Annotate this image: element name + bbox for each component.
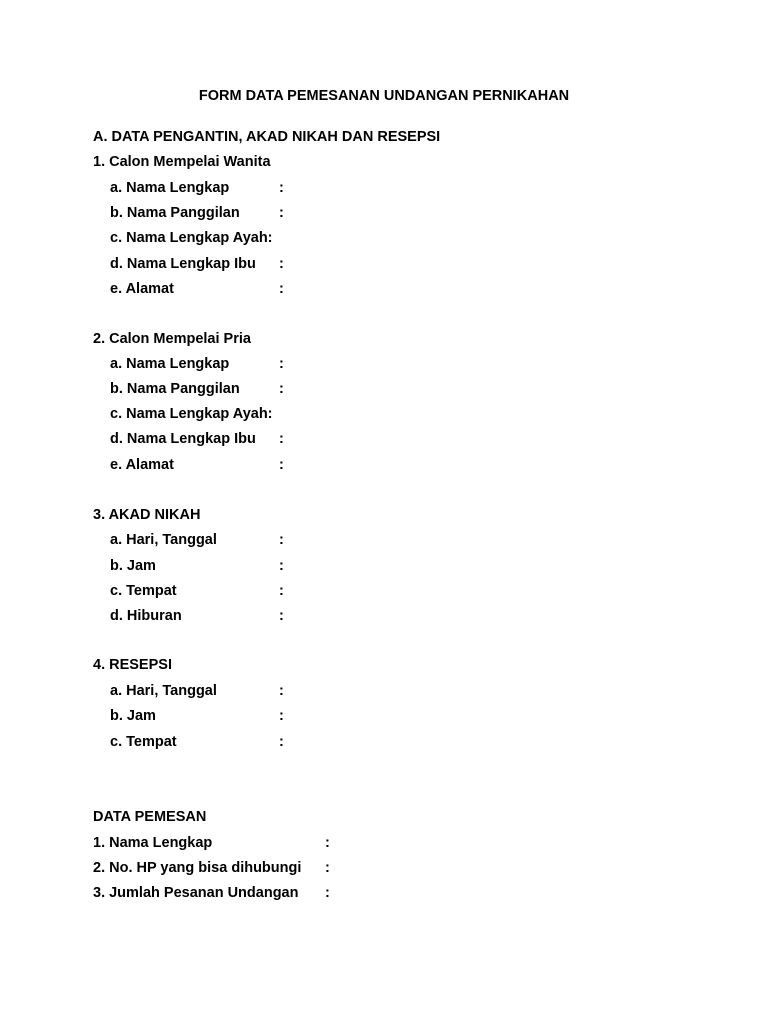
akad-hiburan-label: d. Hiburan xyxy=(110,608,182,624)
akad-tempat-colon: : xyxy=(279,583,284,599)
akad-tempat-label: c. Tempat xyxy=(110,583,177,599)
resepsi-jam-colon: : xyxy=(279,708,284,724)
pemesan-jumlah-label: 3. Jumlah Pesanan Undangan xyxy=(93,885,299,901)
groom-nama-lengkap-label: a. Nama Lengkap xyxy=(110,356,230,372)
groom-alamat-colon: : xyxy=(279,457,284,473)
bride-nama-ibu-label: d. Nama Lengkap Ibu xyxy=(110,256,256,272)
akad-hiburan-colon: : xyxy=(279,608,284,624)
groom-alamat-label: e. Alamat xyxy=(110,457,174,473)
akad-jam-label: b. Jam xyxy=(110,558,156,574)
groom-nama-lengkap-colon: : xyxy=(279,356,284,372)
resepsi-hari-tanggal-colon: : xyxy=(279,683,284,699)
groom-heading: 2. Calon Mempelai Pria xyxy=(93,331,251,347)
section-a-heading: A. DATA PENGANTIN, AKAD NIKAH DAN RESEPSI xyxy=(93,129,441,145)
pemesan-no-hp-colon: : xyxy=(325,860,330,876)
bride-nama-ayah-label: c. Nama Lengkap Ayah: xyxy=(110,230,273,246)
groom-nama-panggilan-label: b. Nama Panggilan xyxy=(110,381,240,397)
pemesan-jumlah-colon: : xyxy=(325,885,330,901)
akad-hari-tanggal-colon: : xyxy=(279,532,284,548)
bride-nama-panggilan-colon: : xyxy=(279,205,284,221)
resepsi-hari-tanggal-label: a. Hari, Tanggal xyxy=(110,683,217,699)
resepsi-heading: 4. RESEPSI xyxy=(93,657,172,673)
pemesan-nama-lengkap-label: 1. Nama Lengkap xyxy=(93,835,213,851)
bride-heading: 1. Calon Mempelai Wanita xyxy=(93,154,271,170)
bride-alamat-label: e. Alamat xyxy=(110,281,174,297)
bride-alamat-colon: : xyxy=(279,281,284,297)
groom-nama-ayah-label: c. Nama Lengkap Ayah: xyxy=(110,406,273,422)
groom-nama-ibu-colon: : xyxy=(279,431,284,447)
groom-nama-panggilan-colon: : xyxy=(279,381,284,397)
bride-nama-lengkap-label: a. Nama Lengkap xyxy=(110,180,230,196)
akad-heading: 3. AKAD NIKAH xyxy=(93,507,201,523)
pemesan-nama-lengkap-colon: : xyxy=(325,835,330,851)
pemesan-no-hp-label: 2. No. HP yang bisa dihubungi xyxy=(93,860,302,876)
bride-nama-ibu-colon: : xyxy=(279,256,284,272)
groom-nama-ibu-label: d. Nama Lengkap Ibu xyxy=(110,431,256,447)
bride-nama-panggilan-label: b. Nama Panggilan xyxy=(110,205,240,221)
pemesan-heading: DATA PEMESAN xyxy=(93,809,207,825)
akad-jam-colon: : xyxy=(279,558,284,574)
bride-nama-lengkap-colon: : xyxy=(279,180,284,196)
resepsi-jam-label: b. Jam xyxy=(110,708,156,724)
resepsi-tempat-colon: : xyxy=(279,734,284,750)
form-title: FORM DATA PEMESANAN UNDANGAN PERNIKAHAN xyxy=(198,88,570,104)
resepsi-tempat-label: c. Tempat xyxy=(110,734,177,750)
akad-hari-tanggal-label: a. Hari, Tanggal xyxy=(110,532,217,548)
